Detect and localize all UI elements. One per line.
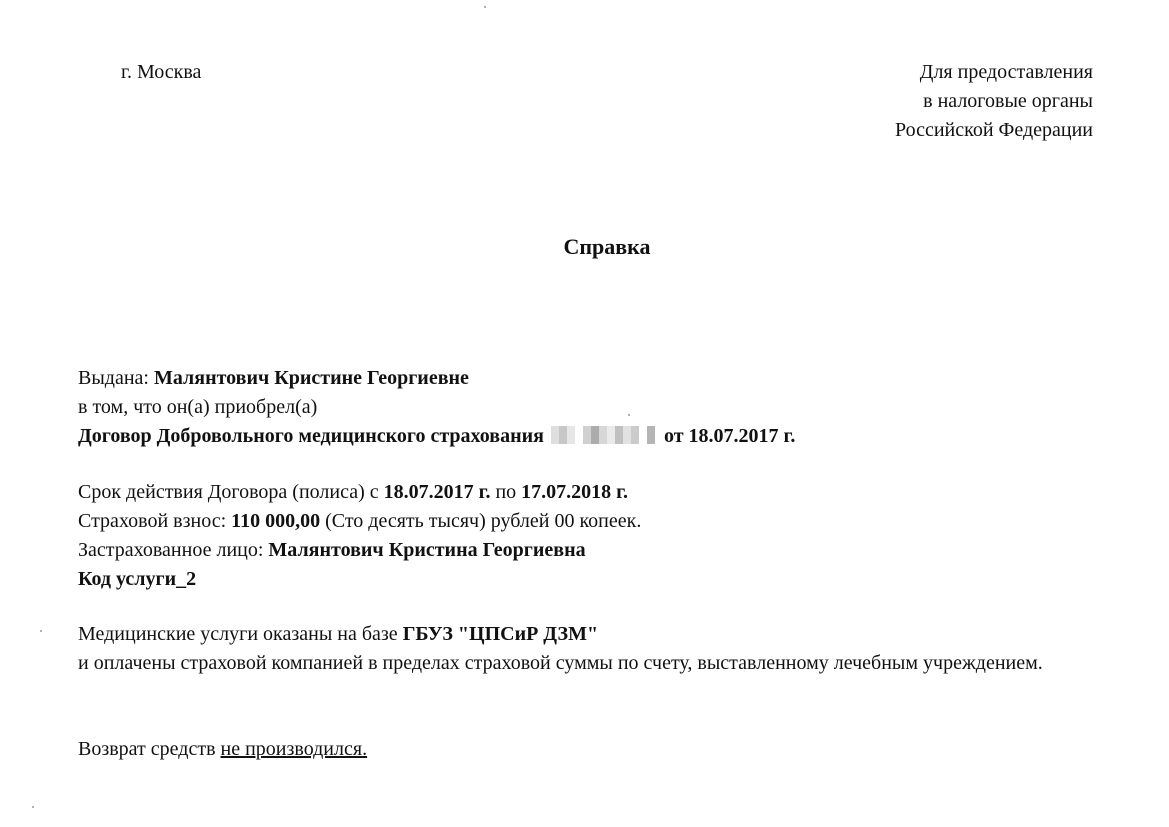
contract-details	[78, 478, 1092, 594]
term-line	[78, 478, 1092, 507]
scan-speck	[40, 630, 42, 632]
services-paragraph: и оплачены страховой компанией в пределах страховой суммы по счету, выставленному лечебным учреждением.	[78, 652, 1043, 674]
scan-speck	[628, 414, 630, 416]
insured-line	[78, 536, 1092, 565]
refund-label: Возврат средств	[78, 738, 221, 760]
refund-line	[78, 735, 1092, 764]
issued-block	[78, 364, 1092, 451]
refund-value: не производился.	[220, 738, 368, 760]
contract-name: Договор Добровольного медицинского страхования	[78, 425, 544, 447]
premium-line	[78, 507, 1092, 536]
services-line	[78, 620, 1092, 649]
refund-block	[78, 735, 1092, 764]
recipient-block	[895, 58, 1093, 145]
contract-date: от 18.07.2017 г.	[663, 425, 796, 447]
recipient-line: Российской Федерации	[894, 119, 1093, 141]
service-code: Код услуги_2	[78, 568, 197, 590]
premium-amount: 110 000,00	[231, 510, 321, 532]
premium-label: Страховой взнос:	[78, 510, 232, 532]
recipient-line: в налоговые органы	[923, 90, 1093, 112]
issued-name: Малянтович Кристине Георгиевне	[153, 367, 469, 389]
term-to: 17.07.2018 г.	[521, 481, 628, 503]
scan-speck	[484, 6, 486, 8]
premium-words: (Сто десять тысяч) рублей 00 копеек.	[320, 510, 642, 532]
city: г. Москва	[121, 61, 202, 83]
services-block	[78, 620, 1092, 678]
term-label: Срок действия Договора (полиса) с	[78, 481, 384, 503]
clinic-name: ГБУЗ "ЦПСиР ДЗМ"	[402, 623, 599, 645]
recipient-line: Для предоставления	[919, 61, 1093, 83]
contract-line	[78, 422, 1092, 451]
insured-label: Застрахованное лицо:	[78, 539, 269, 561]
redacted-contract-number	[551, 426, 655, 444]
purchase-line: в том, что он(а) приобрел(а)	[78, 396, 318, 418]
scan-speck	[32, 806, 34, 808]
issued-line	[78, 364, 1092, 393]
services-label: Медицинские услуги оказаны на базе	[78, 623, 403, 645]
issued-label: Выдана:	[78, 367, 154, 389]
term-from: 18.07.2017 г.	[383, 481, 491, 503]
insured-name: Малянтович Кристина Георгиевна	[268, 539, 586, 561]
term-mid: по	[490, 481, 522, 503]
document-title: Справка	[563, 234, 651, 259]
